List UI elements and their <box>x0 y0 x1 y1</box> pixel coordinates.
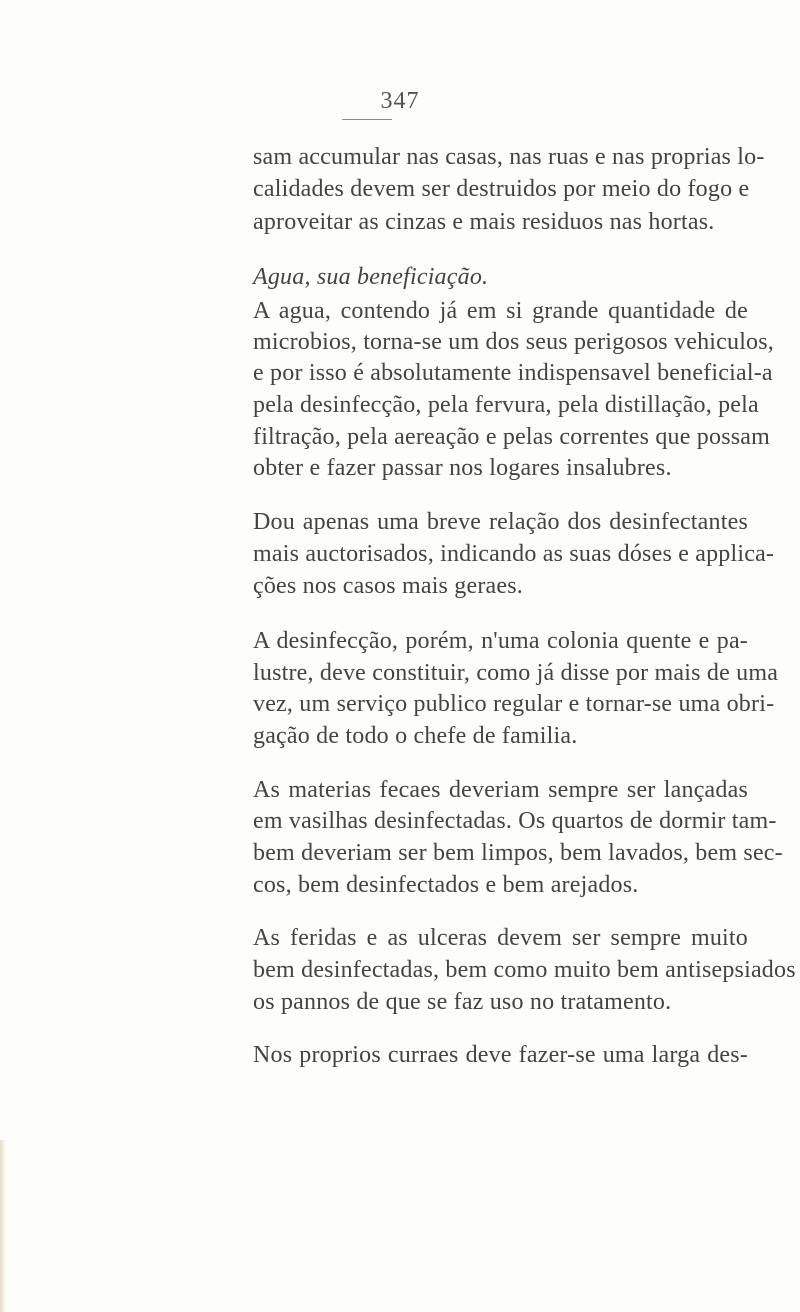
text-line: em vasilhas desinfectadas. Os quartos de dormir tam- <box>253 808 777 834</box>
text-line: lustre, deve constituir, como já disse por mais de uma <box>253 660 779 686</box>
text-line: obter e fazer passar nos logares insalubres. <box>253 455 672 481</box>
section-heading: Agua, sua beneficiação. <box>253 264 489 290</box>
text-line: bem desinfectadas, bem como muito bem antisepsiados <box>253 957 796 983</box>
text-line: As materias fecaes deveriam sempre ser lançadas <box>253 777 748 803</box>
text-line: bem deveriam ser bem limpos, bem lavados, bem sec- <box>253 840 783 866</box>
text-line: calidades devem ser destruidos por meio do fogo e <box>253 176 750 202</box>
text-line: os pannos de que se faz uso no tratamento. <box>253 989 672 1015</box>
text-line: cos, bem desinfectados e bem arejados. <box>253 872 639 898</box>
text-line: A agua, contendo já em si grande quantidade de <box>253 298 748 324</box>
text-line: filtração, pela aereação e pelas correntes que possam <box>253 424 770 450</box>
text-line: microbios, torna-se um dos seus perigosos vehiculos, <box>253 329 774 355</box>
page-number-underline <box>342 119 392 120</box>
text-line: sam accumular nas casas, nas ruas e nas proprias lo- <box>253 144 765 170</box>
text-line: gação de todo o chefe de familia. <box>253 723 578 749</box>
text-line: As feridas e as ulceras devem ser sempre muito <box>253 925 748 951</box>
text-line: pela desinfecção, pela fervura, pela distillação, pela <box>253 392 759 418</box>
text-line: A desinfecção, porém, n'uma colonia quente e pa- <box>253 628 748 654</box>
text-line: ções nos casos mais geraes. <box>253 573 523 599</box>
text-line: vez, um serviço publico regular e tornar-se uma obri- <box>253 691 775 717</box>
text-line: e por isso é absolutamente indispensavel beneficial-a <box>253 360 773 386</box>
text-line: Dou apenas uma breve relação dos desinfectantes <box>253 509 748 535</box>
page-edge-shadow <box>0 1140 6 1312</box>
page-number: 347 <box>380 88 420 114</box>
text-line: aproveitar as cinzas e mais residuos nas hortas. <box>253 209 715 235</box>
text-line: mais auctorisados, indicando as suas dóses e applica- <box>253 541 775 567</box>
text-line: Nos proprios curraes deve fazer-se uma larga des- <box>253 1042 748 1068</box>
